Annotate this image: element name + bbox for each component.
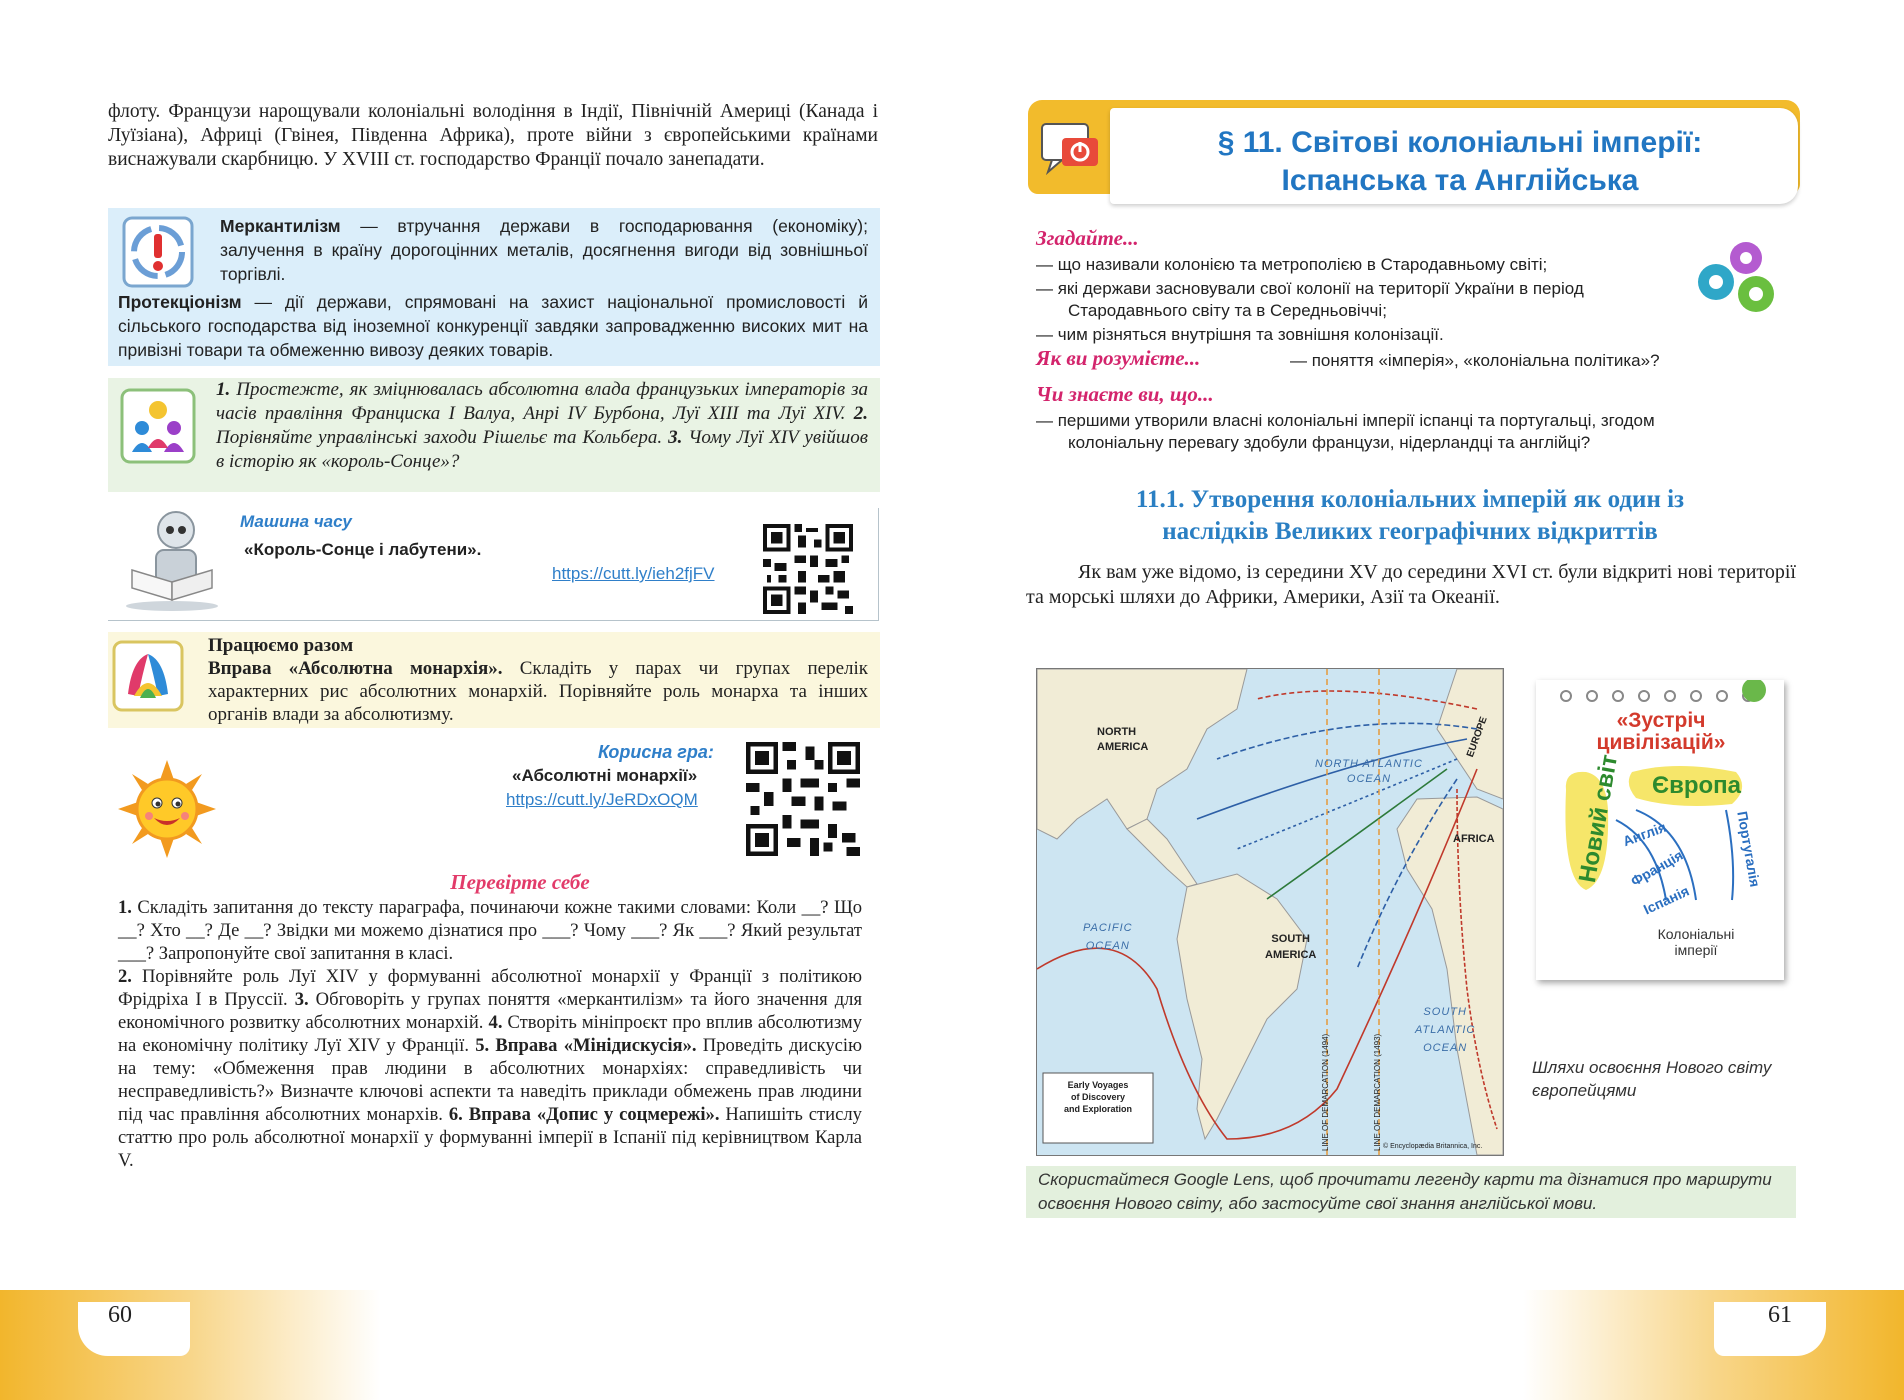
page-number-left: 60 [108,1302,132,1328]
map-legend-title: Early Voyages of Discovery and Exploration [1063,1080,1132,1114]
time-machine-title: «Король-Сонце і лабутени». [244,540,482,559]
map-label-north-atlantic: NORTH ATLANTIC OCEAN [1315,758,1423,785]
understand-label: Як ви розумієте... [1036,346,1201,370]
map-caption: Шляхи освоєння Нового світу європейцями [1532,1058,1772,1100]
definition-mercantilism: Меркантилізм — втручання держави в господарювання (економіку); залучення в країну дорогоцінних металів, досягнення вигоди від зовнішньої торгівлі. [220,216,868,284]
voyages-map [1036,668,1504,1156]
qr-code-time-machine[interactable] [762,524,854,614]
robot-reading-icon [118,508,226,612]
map-label-demarcation-1493: LINE OF DEMARCATION (1493) [1373,1033,1382,1151]
page-number-tab-left [78,1302,190,1356]
poster-country-spain: Іспанія [1640,882,1692,918]
definition-protectionism: Протекціонізм — дії держави, спрямовані на захист національної промисловості й сільського господарства від іноземної конкуренції завдяки запровадженню високих мит на привізні товари та обмеженню вивозу деяких товарів. [118,292,868,360]
work-together-text: Працюємо разом Вправа «Абсолютна монархія». Складіть у парах чи групах перелік характерних рис абсолютних монархій. Порівняйте роль монарха та інших органів влади за абсолютизму. [208,635,868,725]
game-title: «Абсолютні монархії» [512,766,698,785]
map-label-europe: EUROPE [1465,715,1490,759]
poster-empires: Колоніальні імперії [1657,926,1735,958]
group-discussion-icon [120,388,196,464]
poster-country-france: Франція [1627,846,1686,890]
chapter-title: § 11. Світові колоніальні імперії: Іспанська та Англійська [1217,126,1703,197]
civilizations-poster [1536,680,1784,980]
section-paragraph: Як вам уже відомо, із середини XV до середини XVI ст. були відкриті нові території та морські шляхи до Африки, Америки, Азії та Океанії. [1026,561,1796,608]
poster-country-portugal: Португалія [1734,810,1764,889]
page-number-right: 61 [1768,1302,1792,1328]
recall-item-2: — які держави засновували свої колонії на території України в період [1036,279,1584,298]
sun-icon [118,760,216,858]
game-label: Корисна гра: [598,742,714,762]
hands-together-icon [112,640,184,712]
task-questions: 1. Простежте, як зміцнювалась абсолютна влада французьких імператорів за часів правління Франциска I Валуа, Анрі IV Бурбона, Луї XIII та Луї XIV. 2. Порівняйте управлінські заходи Рішельє та Кольбера. 3. Чому Луї XIV увійшов в історію як «король-Сонце»? [216,379,868,472]
map-label-africa: AFRICA [1453,833,1495,845]
qr-code-game[interactable] [746,742,860,856]
map-copyright: © Encyclopædia Britannica, Inc. [1383,1143,1483,1150]
know-line-2: колоніальну перевагу здобули французи, нідерландці та англійці? [1068,433,1591,452]
poster-new-world: Новий світ [1574,752,1624,885]
check-yourself-title: Перевірте себе [450,870,590,894]
map-label-pacific: PACIFIC OCEAN [1083,922,1133,952]
time-machine-label: Машина часу [240,512,352,531]
google-lens-note: Скористайтеся Google Lens, щоб прочитати легенду карти та дізнатися про маршрути освоєння Нового світу, або застосуйте свої знання англійської мови. [1038,1170,1772,1213]
understand-text: — поняття «імперія», «колоніальна політика»? [1290,351,1660,370]
know-line-1: — першими утворили власні колоніальні імперії іспанці та португальці, згодом [1036,411,1655,430]
recall-label: Згадайте... [1036,226,1139,250]
know-label: Чи знаєте ви, що... [1036,382,1214,406]
map-label-south-atlantic: SOUTH ATLANTIC OCEAN [1415,1006,1476,1054]
time-machine-link[interactable]: https://cutt.ly/ieh2fjFV [552,564,715,583]
chat-speech-icon [1036,118,1106,182]
check-yourself-questions: 1. Складіть запитання до тексту параграфа, починаючи кожне такими словами: Коли __? Що __? Хто __? Де __? Звідки ми можемо дізнатися про ___? Чому ___? Як ___? Який результат ___? Запропонуйте свої запитання в класі. 2. Порівняйте роль Луї XIV у формуванні абсолютної монархії у Франції з політикою Фрідріха I в Пруссії. 3. Обговоріть у групах поняття «меркантилізм» та його значення для економічного розвитку абсолютних монархій. 4. Створіть мініпроєкт про вплив абсолютизму на економічну політику Луї XIV у Франції. 5. Вправа «Мінідискусія». Проведіть дискусію на тему: «Обмеження прав людини в абсолютних монархіях: справедливість чи несправедливість?» Визначте ключові аспекти та наведіть приклади обмежень прав людини під час правління абсолютних монархів. 6. Вправа «Допис у соцмережі». Напишіть стислу статтю про роль абсолютної монархії у формуванні імперії в Іспанії під керівництвом Карла V. [118,897,862,1171]
poster-country-england: Англія [1620,818,1669,850]
map-label-south-america: SOUTH AMERICA [1265,933,1317,961]
recall-item-2-cont: Стародавнього світу та в Середньовіччі; [1068,301,1387,320]
section-title: 11.1. Утворення колоніальних імперій як один із наслідків Великих географічних відкриттів [1135,486,1685,545]
gears-icon [1694,236,1784,320]
game-link[interactable]: https://cutt.ly/JeRDxOQM [506,790,698,809]
recall-item-3: — чим різняться внутрішня та зовнішня колонізації. [1036,325,1444,344]
warning-icon [122,216,194,288]
poster-title: «Зустріч цивілізацій» [1596,709,1726,754]
poster-europe: Європа [1652,772,1741,799]
map-label-north-america: NORTH AMERICA [1097,726,1149,753]
recall-item-1: — що називали колонією та метрополією в Стародавньому світі; [1036,255,1548,274]
map-label-demarcation-1494: LINE OF DEMARCATION (1494) [1321,1033,1330,1151]
intro-paragraph: флоту. Французи нарощували колоніальні володіння в Індії, Північній Америці (Канада і Луїзіана), Африці (Гвінея, Південна Африка), проте війни з європейськими країнами виснажували скарбницю. У XVIII ст. господарство Франції почало занепадати. [108,101,878,170]
